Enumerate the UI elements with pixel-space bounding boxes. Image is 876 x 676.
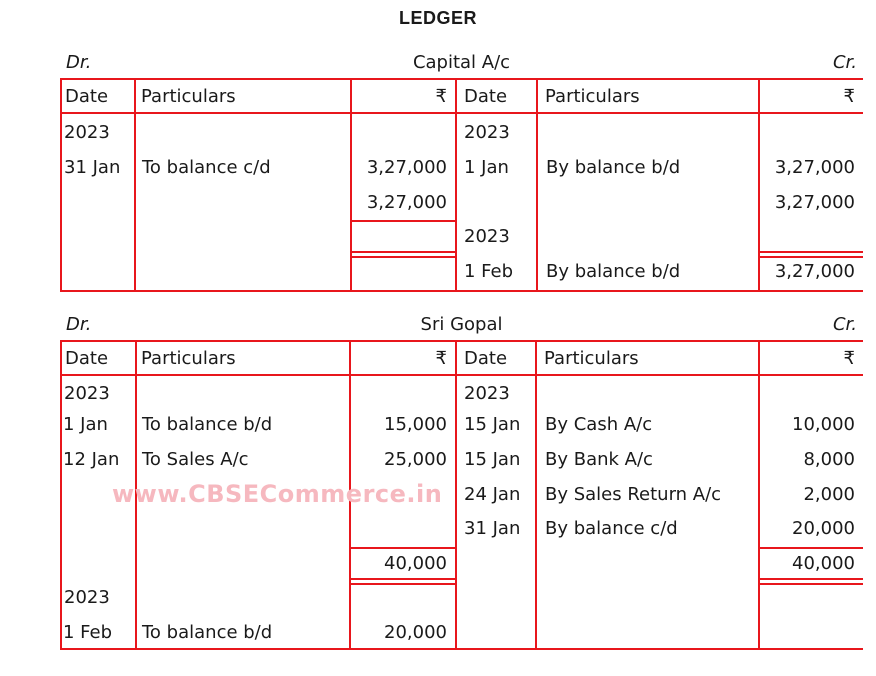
date-header: Date [65,86,109,107]
credit-label: Cr. [832,314,857,335]
entry-date: 2023 [64,383,110,404]
entry-amount: 8,000 [803,449,855,470]
account-name: Sri Gopal [420,314,503,335]
entry-date: 1 Feb [464,261,514,282]
entry-date: 1 Jan [63,414,108,435]
account-name: Capital A/c [412,52,511,73]
entry-amount: 3,27,000 [774,261,855,282]
entry-amount: 20,000 [792,518,855,539]
header-row [60,342,863,376]
debit-label: Dr. [66,52,92,73]
debit-label: Dr. [66,314,92,335]
entry-date: 2023 [464,383,510,404]
total-amount: 40,000 [384,553,447,574]
rupee-header: ₹ [435,86,447,107]
total-amount: 40,000 [792,553,855,574]
entry-date: 15 Jan [464,414,521,435]
entry-particulars: By Bank A/c [545,449,653,470]
sri-gopal-account [60,308,863,650]
entry-date: 31 Jan [64,157,121,178]
entry-amount: 15,000 [384,414,447,435]
account-header [60,308,863,340]
particulars-header: Particulars [141,348,236,369]
entry-particulars: By balance b/d [546,157,681,178]
credit-row [60,408,863,442]
rupee-header: ₹ [435,348,447,369]
entry-date: 31 Jan [464,518,521,539]
date-header: Date [464,348,508,369]
ledger-title: LEDGER [398,8,477,28]
credit-label: Cr. [832,52,857,73]
entry-amount: 3,27,000 [774,157,855,178]
credit-row [60,220,863,254]
entry-particulars: By balance b/d [546,261,681,282]
particulars-header: Particulars [544,348,639,369]
particulars-header: Particulars [545,86,640,107]
entry-date: 24 Jan [464,484,521,505]
entry-particulars: By balance c/d [545,518,678,539]
entry-amount: 25,000 [384,449,447,470]
total-amount: 3,27,000 [366,192,447,213]
credit-row [60,377,863,411]
debit-row [60,616,863,650]
entry-amount: 3,27,000 [366,157,447,178]
date-header: Date [65,348,109,369]
date-header: Date [464,86,508,107]
entry-date: 1 Feb [63,622,113,643]
entry-amount: 2,000 [803,484,855,505]
particulars-header: Particulars [141,86,236,107]
account-header [60,46,863,78]
credit-total-row [60,186,863,220]
debit-row [60,581,863,615]
ledger-table [60,78,863,292]
entry-amount: 10,000 [792,414,855,435]
credit-row [60,116,863,150]
entry-date: 1 Jan [464,157,509,178]
credit-row [60,255,863,289]
credit-row [60,443,863,477]
entry-date: 2023 [64,587,110,608]
watermark: www.CBSECommerce.in [112,480,443,508]
entry-particulars: To balance c/d [142,157,271,178]
entry-amount: 20,000 [384,622,447,643]
total-amount: 3,27,000 [774,192,855,213]
credit-total-row [60,547,863,581]
credit-row [60,151,863,185]
entry-particulars: To balance b/d [142,414,273,435]
header-row [60,80,863,114]
entry-particulars: By Cash A/c [545,414,653,435]
rupee-header: ₹ [843,348,855,369]
credit-row [60,512,863,546]
capital-account [60,46,863,292]
entry-particulars: To Sales A/c [142,449,249,470]
entry-particulars: To balance b/d [142,622,273,643]
entry-particulars: By Sales Return A/c [545,484,722,505]
entry-date: 2023 [64,122,110,143]
rupee-header: ₹ [843,86,855,107]
entry-date: 12 Jan [63,449,120,470]
double-rule [759,578,863,585]
entry-date: 2023 [464,226,510,247]
entry-date: 15 Jan [464,449,521,470]
entry-date: 2023 [464,122,510,143]
